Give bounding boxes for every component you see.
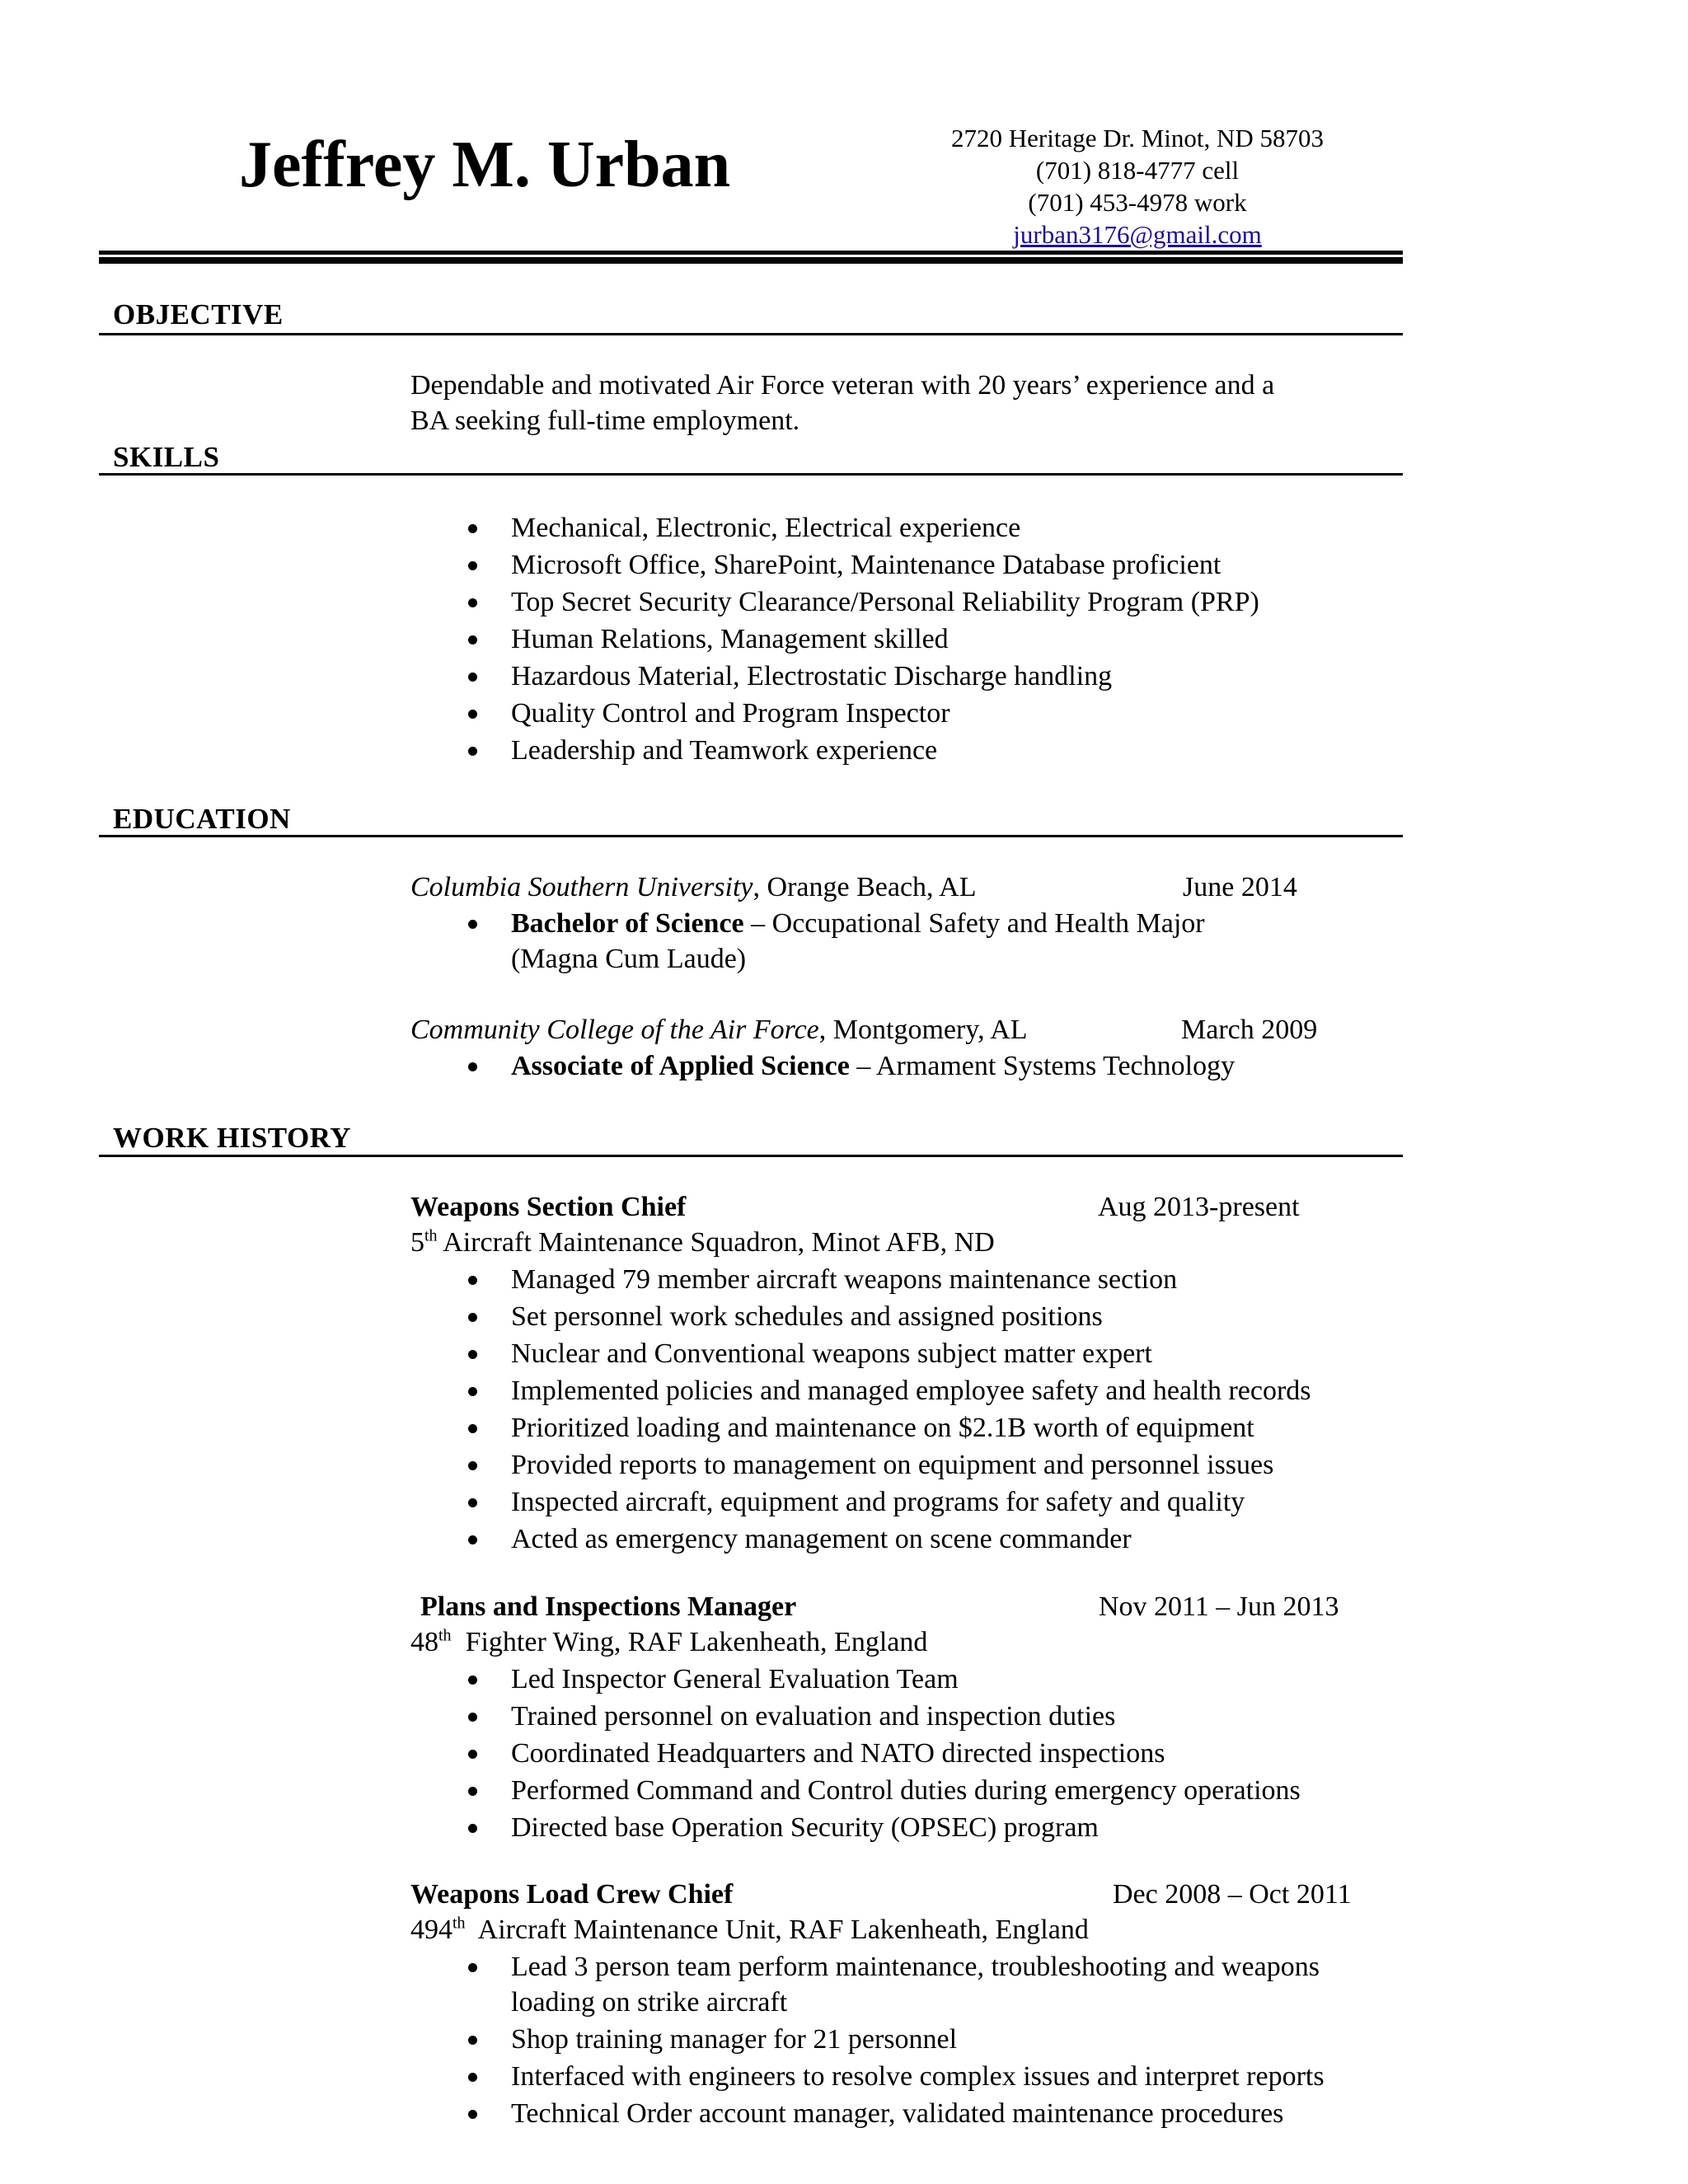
list-item: Acted as emergency management on scene commander (414, 1521, 1311, 1558)
list-item: Interfaced with engineers to resolve complex issues and interpret reports (414, 2058, 1325, 2095)
list-item (414, 905, 1205, 942)
section-title-work-history: WORK HISTORY (113, 1122, 352, 1154)
section-rule (99, 1155, 1403, 1157)
school-date: June 2014 (1183, 872, 1297, 902)
section-rule (99, 835, 1403, 837)
school-line (410, 869, 977, 905)
degree-name: Associate of Applied Science (511, 1051, 850, 1081)
list-item: Provided reports to management on equipment and personnel issues (414, 1446, 1311, 1483)
list-item: Leadership and Teamwork experience (414, 732, 1259, 769)
list-item: Lead 3 person team perform maintenance, troubleshooting and weapons (414, 1948, 1320, 1985)
section-rule (99, 473, 1403, 476)
school-date: March 2009 (1181, 1015, 1318, 1045)
header-rule-thick (99, 257, 1403, 264)
degree-honors: (Magna Cum Laude) (511, 944, 747, 974)
section-title-skills: SKILLS (113, 441, 220, 473)
list-item: Directed base Operation Security (OPSEC) program (414, 1809, 1301, 1846)
candidate-name: Jeffrey M. Urban (239, 129, 731, 201)
school-name: Community College of the Air Force (410, 1015, 819, 1045)
school-location: , Orange Beach, AL (753, 872, 977, 902)
degree-name: Bachelor of Science (511, 908, 744, 939)
objective-line-2: BA seeking full-time employment. (410, 405, 800, 436)
job-date: Aug 2013-present (1098, 1192, 1300, 1222)
job-unit: 5th Aircraft Maintenance Squadron, Minot AFB, ND (410, 1226, 995, 1258)
contact-block (923, 122, 1352, 251)
job-duties-list (414, 1661, 1301, 1846)
job-unit: 48th Fighter Wing, RAF Lakenheath, England (410, 1626, 928, 1657)
list-item: Quality Control and Program Inspector (414, 695, 1259, 732)
job-duties-list (414, 1948, 1320, 1985)
list-item: Mechanical, Electronic, Electrical experience (414, 509, 1259, 546)
list-item: Human Relations, Management skilled (414, 621, 1259, 658)
list-item: Set personnel work schedules and assigned positions (414, 1298, 1311, 1335)
email-link[interactable]: jurban3176@gmail.com (1013, 220, 1262, 249)
phone-work: (701) 453-4978 work (1028, 188, 1247, 217)
job-duties-list (414, 1261, 1311, 1558)
list-item (414, 1047, 1235, 1085)
phone-cell: (701) 818-4777 cell (1035, 156, 1240, 185)
list-item: Coordinated Headquarters and NATO directed inspections (414, 1735, 1301, 1772)
job-title: Weapons Section Chief (410, 1192, 687, 1222)
job-title: Plans and Inspections Manager (420, 1591, 797, 1622)
job-date: Dec 2008 – Oct 2011 (1113, 1879, 1352, 1910)
section-title-objective: OBJECTIVE (113, 298, 284, 330)
skills-list (414, 509, 1259, 769)
objective-line-1: Dependable and motivated Air Force veteran with 20 years’ experience and a (410, 370, 1275, 401)
list-item: Microsoft Office, SharePoint, Maintenance Database proficient (414, 546, 1259, 583)
list-item: Inspected aircraft, equipment and programs for safety and quality (414, 1483, 1311, 1521)
school-name: Columbia Southern University (410, 872, 753, 902)
list-item: Top Secret Security Clearance/Personal Reliability Program (PRP) (414, 583, 1259, 621)
job-title: Weapons Load Crew Chief (410, 1879, 734, 1910)
list-item: Led Inspector General Evaluation Team (414, 1661, 1301, 1698)
school-line (410, 1012, 1028, 1047)
header-rule-top (99, 251, 1403, 255)
section-rule (99, 333, 1403, 335)
degree-list (414, 1047, 1235, 1085)
degree-detail: – Armament Systems Technology (849, 1051, 1236, 1081)
address: 2720 Heritage Dr. Minot, ND 58703 (950, 124, 1325, 152)
list-item: Prioritized loading and maintenance on $2.1B worth of equipment (414, 1409, 1311, 1446)
degree-list (414, 905, 1205, 942)
degree-detail: – Occupational Safety and Health Major (743, 908, 1205, 939)
list-item: Technical Order account manager, validated maintenance procedures (414, 2095, 1325, 2132)
list-item: Performed Command and Control duties during emergency operations (414, 1772, 1301, 1809)
list-item: Nuclear and Conventional weapons subject matter expert (414, 1335, 1311, 1372)
list-item: Hazardous Material, Electrostatic Discharge handling (414, 658, 1259, 695)
list-item: Trained personnel on evaluation and inspection duties (414, 1698, 1301, 1735)
section-title-education: EDUCATION (113, 803, 291, 835)
job-duties-list (414, 2021, 1325, 2132)
list-item: Managed 79 member aircraft weapons maintenance section (414, 1261, 1311, 1298)
list-item: Shop training manager for 21 personnel (414, 2021, 1325, 2058)
job-unit: 494th Aircraft Maintenance Unit, RAF Lakenheath, England (410, 1914, 1089, 1945)
school-location: , Montgomery, AL (818, 1015, 1028, 1045)
list-item-continuation: loading on strike aircraft (511, 1987, 788, 2018)
job-date: Nov 2011 – Jun 2013 (1099, 1591, 1339, 1622)
list-item: Implemented policies and managed employee safety and health records (414, 1372, 1311, 1409)
